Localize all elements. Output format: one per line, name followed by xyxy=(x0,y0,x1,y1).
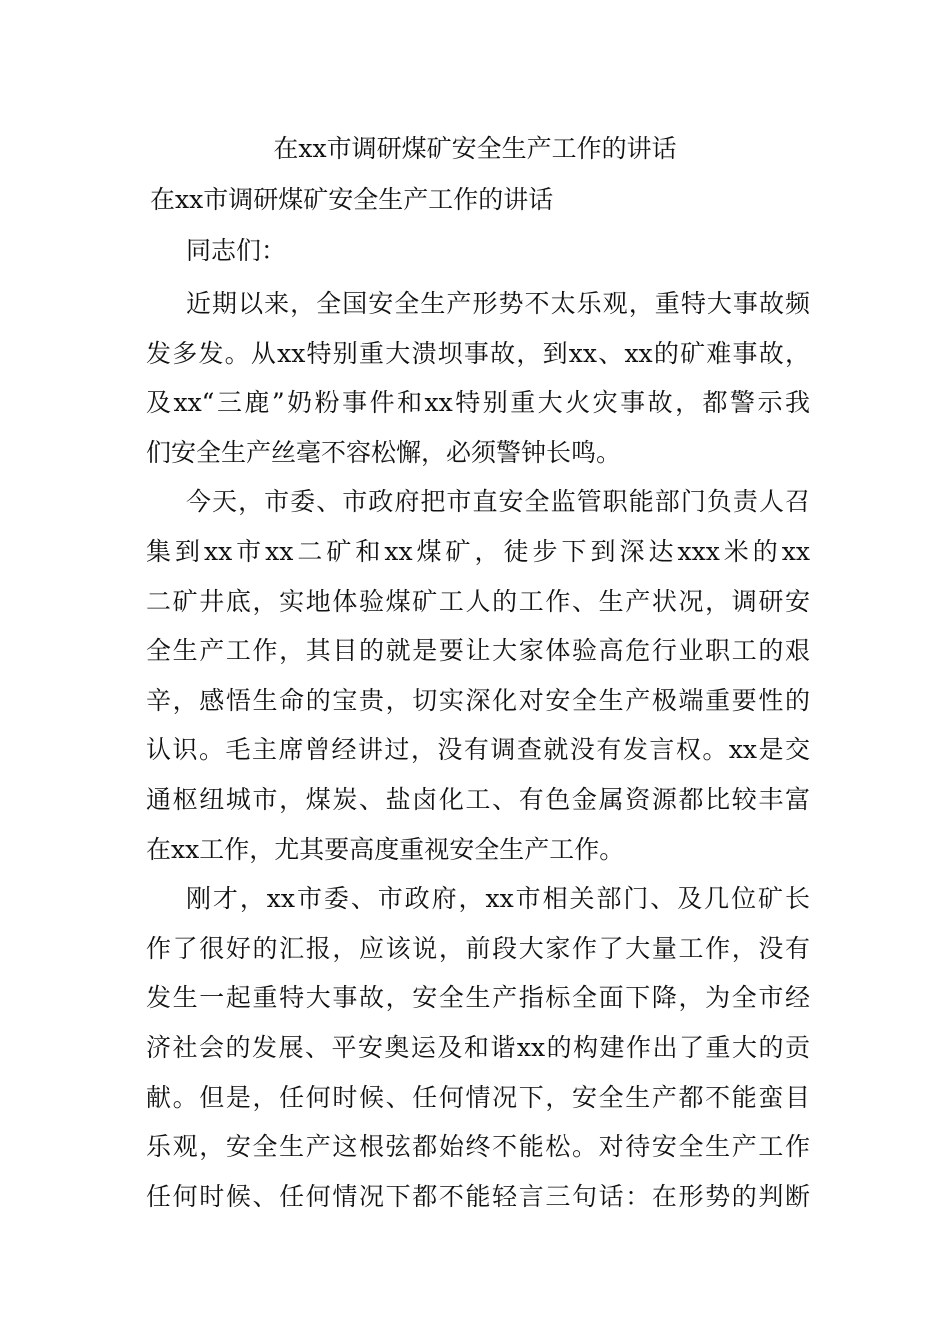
text-line: 辛，感悟生命的宝贵，切实深化对安全生产极端重要性的 xyxy=(146,685,810,715)
text-line: 们安全生产丝毫不容松懈，必须警钟长鸣。 xyxy=(146,437,622,467)
text-line: 济社会的发展、平安奥运及和谐xx的构建作出了重大的贡 xyxy=(146,1032,810,1062)
text-line: 任何时候、任何情况下都不能轻言三句话：在形势的判断 xyxy=(146,1181,810,1211)
text-line: 发多发。从xx特别重大溃坝事故，到xx、xx的矿难事故， xyxy=(146,338,810,368)
text-line: 全生产工作，其目的就是要让大家体验高危行业职工的艰 xyxy=(146,636,810,666)
text-line: 认识。毛主席曾经讲过，没有调查就没有发言权。xx是交 xyxy=(146,735,810,765)
text-line: 及xx“三鹿”奶粉事件和xx特别重大火灾事故，都警示我 xyxy=(146,388,810,418)
text-line: 集到xx市xx二矿和xx煤矿，徒步下到深达xxx米的xx xyxy=(146,536,810,566)
text-line: 作了很好的汇报，应该说，前段大家作了大量工作，没有 xyxy=(146,933,810,963)
text-line: 近期以来，全国安全生产形势不太乐观，重特大事故频 xyxy=(186,289,810,318)
paragraph-2 xyxy=(146,477,810,874)
document-title: 在xx市调研煤矿安全生产工作的讲话 xyxy=(273,134,677,163)
paragraph-3 xyxy=(146,874,810,1221)
document-subtitle: 在xx市调研煤矿安全生产工作的讲话 xyxy=(150,185,554,214)
text-line: 发生一起重特大事故，安全生产指标全面下降，为全市经 xyxy=(146,983,810,1013)
text-line: 乐观，安全生产这根弦都始终不能松。对待安全生产工作 xyxy=(146,1132,810,1162)
text-line: 在xx工作，尤其要高度重视安全生产工作。 xyxy=(146,834,625,864)
text-line: 刚才，xx市委、市政府，xx市相关部门、及几位矿长 xyxy=(186,884,810,914)
paragraph-1 xyxy=(146,279,810,477)
salutation: 同志们： xyxy=(186,236,287,265)
text-line: 献。但是，任何时候、任何情况下，安全生产都不能蛮目 xyxy=(146,1082,810,1112)
document-body xyxy=(146,229,810,1221)
text-line: 通枢纽城市，煤炭、盐卤化工、有色金属资源都比较丰富 xyxy=(146,784,810,814)
text-line: 今天，市委、市政府把市直安全监管职能部门负责人召 xyxy=(186,487,810,517)
text-line: 二矿井底，实地体验煤矿工人的工作、生产状况，调研安 xyxy=(146,586,810,616)
